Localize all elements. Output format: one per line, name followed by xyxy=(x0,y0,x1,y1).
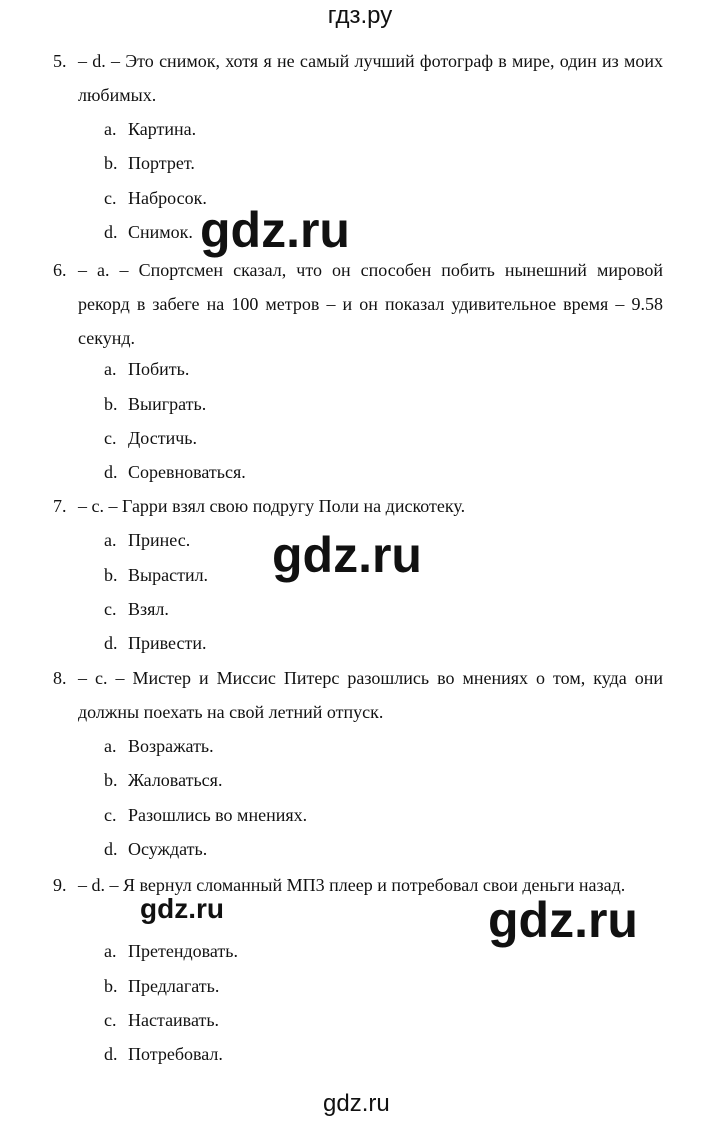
option xyxy=(104,357,189,381)
option-text: Достичь. xyxy=(128,428,197,448)
option-text: Соревноваться. xyxy=(128,462,246,482)
option-text: Привести. xyxy=(128,633,207,653)
question-text: – c. – Гарри взял свою подругу Поли на дискотеку. xyxy=(78,496,466,516)
question-number: 8. xyxy=(53,668,67,688)
option-text: Взял. xyxy=(128,599,169,619)
option-text: Побить. xyxy=(128,359,190,379)
option-letter: c. xyxy=(104,599,117,619)
option-letter: a. xyxy=(104,119,117,139)
option-letter: b. xyxy=(104,976,118,996)
option-letter: d. xyxy=(104,1044,118,1064)
question-7 xyxy=(53,489,663,523)
option xyxy=(104,151,195,175)
option-letter: d. xyxy=(104,462,118,482)
option xyxy=(104,220,193,244)
option-letter: c. xyxy=(104,805,117,825)
option-letter: a. xyxy=(104,736,117,756)
option xyxy=(104,1008,219,1032)
option-letter: d. xyxy=(104,222,118,242)
question-text: – d. – Я вернул сломанный МП3 плеер и потребовал свои деньги назад. xyxy=(78,875,626,895)
option xyxy=(104,460,246,484)
question-6 xyxy=(53,253,663,355)
option xyxy=(104,631,206,655)
option-text: Разошлись во мнениях. xyxy=(128,805,308,825)
option-text: Потребовал. xyxy=(128,1044,223,1064)
option-text: Портрет. xyxy=(128,153,195,173)
option xyxy=(104,768,222,792)
option-text: Вырастил. xyxy=(128,565,209,585)
option-text: Жаловаться. xyxy=(128,770,223,790)
option-text: Претендовать. xyxy=(128,941,238,961)
option xyxy=(104,837,207,861)
option xyxy=(104,426,197,450)
question-text: – c. – Мистер и Миссис Питерс разошлись во мнениях о том, куда они должны поехать на свой летний отпуск. xyxy=(78,668,663,722)
question-text: – d. – Это снимок, хотя я не самый лучший фотограф в мире, один из моих любимых. xyxy=(78,51,663,105)
option xyxy=(104,597,169,621)
option-letter: c. xyxy=(104,428,117,448)
question-8 xyxy=(53,661,663,729)
option xyxy=(104,939,238,963)
option-letter: b. xyxy=(104,153,118,173)
option xyxy=(104,734,214,758)
option-text: Выиграть. xyxy=(128,394,207,414)
option-text: Принес. xyxy=(128,530,191,550)
question-text: – a. – Спортсмен сказал, что он способен побить нынешний мировой рекорд в забеге на 100 метров – и он показал удивительное время – 9.58 секунд. xyxy=(78,260,663,348)
option xyxy=(104,1042,223,1066)
option xyxy=(104,186,207,210)
option-text: Картина. xyxy=(128,119,197,139)
option xyxy=(104,392,206,416)
option-letter: b. xyxy=(104,770,118,790)
option-letter: d. xyxy=(104,633,118,653)
watermark: gdz.ru xyxy=(200,202,350,258)
site-header: гдз.ру xyxy=(327,2,393,29)
option-text: Набросок. xyxy=(128,188,207,208)
option-letter: c. xyxy=(104,188,117,208)
option-text: Предлагать. xyxy=(128,976,220,996)
option-text: Осуждать. xyxy=(128,839,208,859)
watermark: gdz.ru xyxy=(272,527,422,583)
option-letter: a. xyxy=(104,359,117,379)
option xyxy=(104,117,196,141)
option-letter: a. xyxy=(104,941,117,961)
option-letter: a. xyxy=(104,530,117,550)
option-letter: b. xyxy=(104,394,118,414)
question-number: 9. xyxy=(53,875,67,895)
option-text: Настаивать. xyxy=(128,1010,220,1030)
option xyxy=(104,528,190,552)
footer-watermark: gdz.ru xyxy=(323,1090,390,1117)
watermark: gdz.ru xyxy=(488,892,638,948)
question-number: 6. xyxy=(53,260,67,280)
option-text: Снимок. xyxy=(128,222,193,242)
option-letter: d. xyxy=(104,839,118,859)
option xyxy=(104,563,208,587)
option-letter: b. xyxy=(104,565,118,585)
option-text: Возражать. xyxy=(128,736,214,756)
question-number: 5. xyxy=(53,51,67,71)
option xyxy=(104,974,219,998)
option xyxy=(104,803,307,827)
question-number: 7. xyxy=(53,496,67,516)
question-5 xyxy=(53,44,663,112)
watermark: gdz.ru xyxy=(140,893,224,924)
option-letter: c. xyxy=(104,1010,117,1030)
